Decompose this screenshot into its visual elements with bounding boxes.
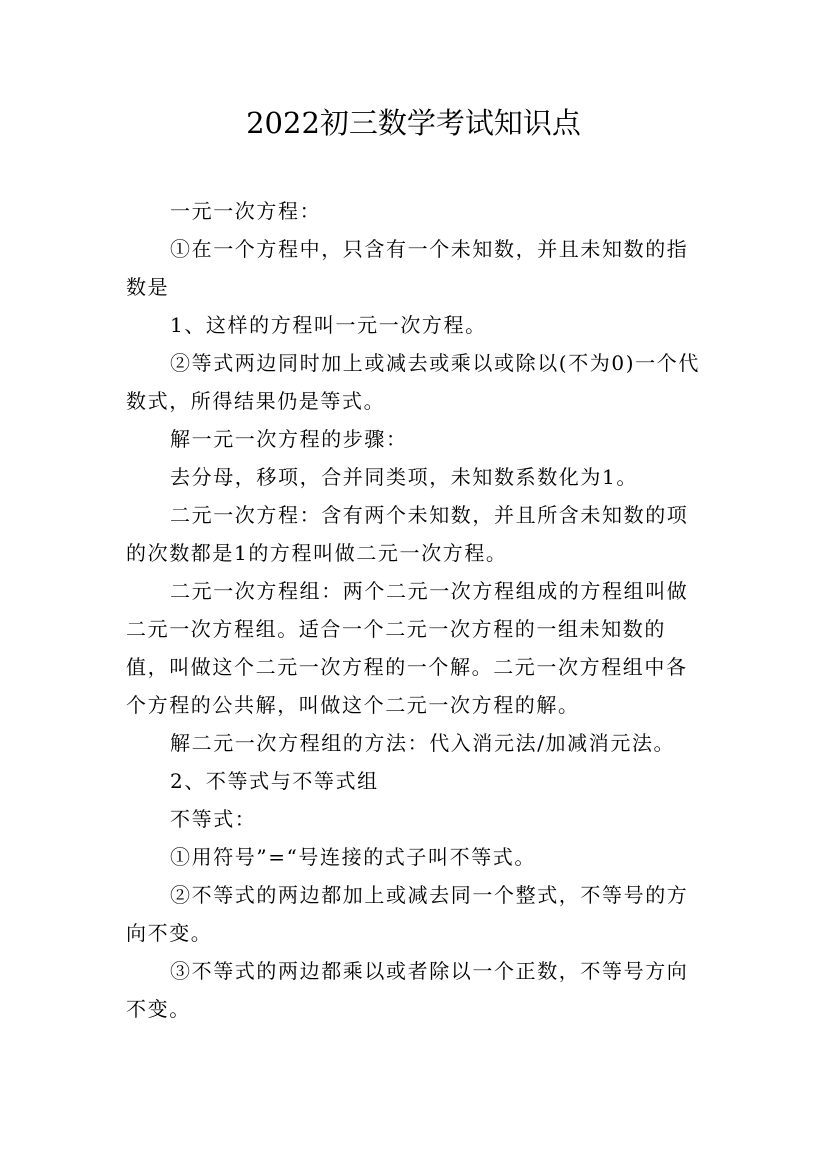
paragraph: ①在一个方程中，只含有一个未知数，并且未知数的指数是 [126,237,689,299]
document-title: 2022初三数学考试知识点 [246,106,581,140]
paragraph: ①用符号”=“号连接的式子叫不等式。 [170,845,537,869]
paragraph: 去分母，移项，合并同类项，未知数系数化为1。 [170,465,638,489]
paragraph: ②等式两边同时加上或减去或乘以或除以(不为0)一个代数式，所得结果仍是等式。 [126,351,700,413]
paragraph: ③不等式的两边都乘以或者除以一个正数，不等号方向不变。 [126,959,689,1021]
paragraph: 不等式： [170,807,257,831]
paragraph: ②不等式的两边都加上或减去同一个整式，不等号的方向不变。 [126,883,689,945]
document-body [126,192,706,1028]
paragraph: 一元一次方程： [170,199,322,223]
paragraph: 二元一次方程：含有两个未知数，并且所含未知数的项的次数都是1的方程叫做二元一次方程。 [126,503,689,565]
paragraph: 解二元一次方程组的方法：代入消元法/加减消元法。 [170,731,676,755]
paragraph: 1、这样的方程叫一元一次方程。 [170,313,487,337]
paragraph: 2、不等式与不等式组 [170,769,379,793]
paragraph: 解一元一次方程的步骤： [170,427,408,451]
paragraph: 二元一次方程组：两个二元一次方程组成的方程组叫做二元一次方程组。适合一个二元一次方程的一组未知数的值，叫做这个二元一次方程的一个解。二元一次方程组中各个方程的公共解，叫做这个二元一次方程的解。 [126,579,689,717]
